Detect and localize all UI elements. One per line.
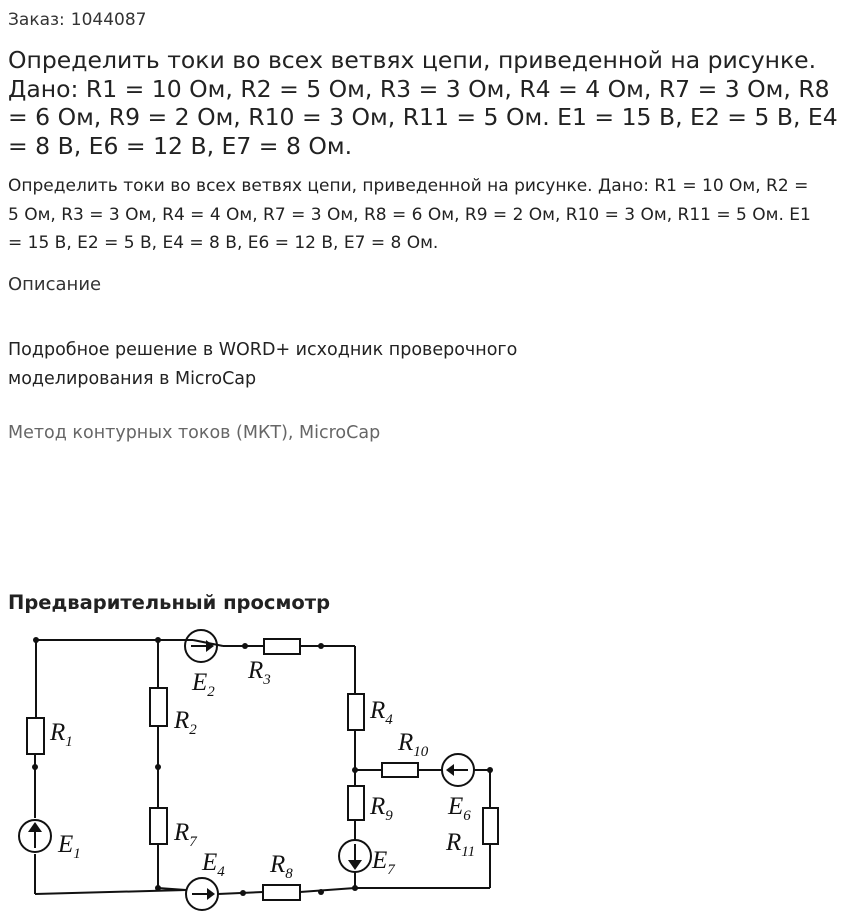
page-title: Определить токи во всех ветвях цепи, приведенной на рисунке. Дано: R1 = 10 Ом, R2 = 5 Ом, R3 = 3 Ом, R4 = 4 Ом, R7 = 3 Ом, R8 = 6 Ом, R9 = 2 Ом, R10 = 3 Ом, R11 = 5 Ом. E1 = 15 В, E2 = 5 В, E4 = 8 В, E6 = 12 В, E7 = 8 Ом. (8, 46, 838, 160)
order-label: Заказ: (8, 10, 65, 30)
r4-label: $R_4$ (370, 697, 393, 728)
preview-heading: Предварительный просмотр (8, 591, 331, 614)
circuit-preview-image (8, 622, 508, 918)
description-label: Описание (8, 274, 102, 295)
tags-text: Метод контурных токов (МКТ), MicroCap (8, 423, 381, 443)
circuit-diagram (8, 622, 508, 918)
order-number: 1044087 (70, 10, 147, 30)
r1-label: $R_1$ (50, 719, 73, 750)
r9-label: $R_9$ (370, 793, 393, 824)
e2-label: $E_2$ (192, 669, 215, 700)
r10-label: $R_{10}$ (398, 729, 429, 760)
r11-label: $R_{11}$ (446, 829, 476, 860)
task-summary: Определить токи во всех ветвях цепи, приведенной на рисунке. Дано: R1 = 10 Ом, R2 = 5 Ом, R3 = 3 Ом, R4 = 4 Ом, R7 = 3 Ом, R8 = 6 Ом, R9 = 2 Ом, R10 = 3 Ом, R11 = 5 Ом. E1 = 15 В, E2 = 5 В, E4 = 8 В, E6 = 12 В, E7 = 8 Ом. (8, 176, 811, 253)
e4-label: $E_4$ (202, 849, 225, 880)
description-text: Подробное решение в WORD+ исходник проверочного моделирования в MicroCap (8, 340, 518, 389)
e6-label: $E_6$ (448, 793, 471, 824)
e7-label: $E_7$ (372, 847, 395, 878)
r7-label: $R_7$ (174, 819, 197, 850)
r1-resistor (27, 718, 44, 754)
r2-label: $R_2$ (174, 707, 197, 738)
e1-label: $E_1$ (58, 831, 81, 862)
r3-label: $R_3$ (248, 657, 271, 688)
order-line (8, 8, 147, 32)
r8-label: $R_8$ (270, 851, 293, 882)
